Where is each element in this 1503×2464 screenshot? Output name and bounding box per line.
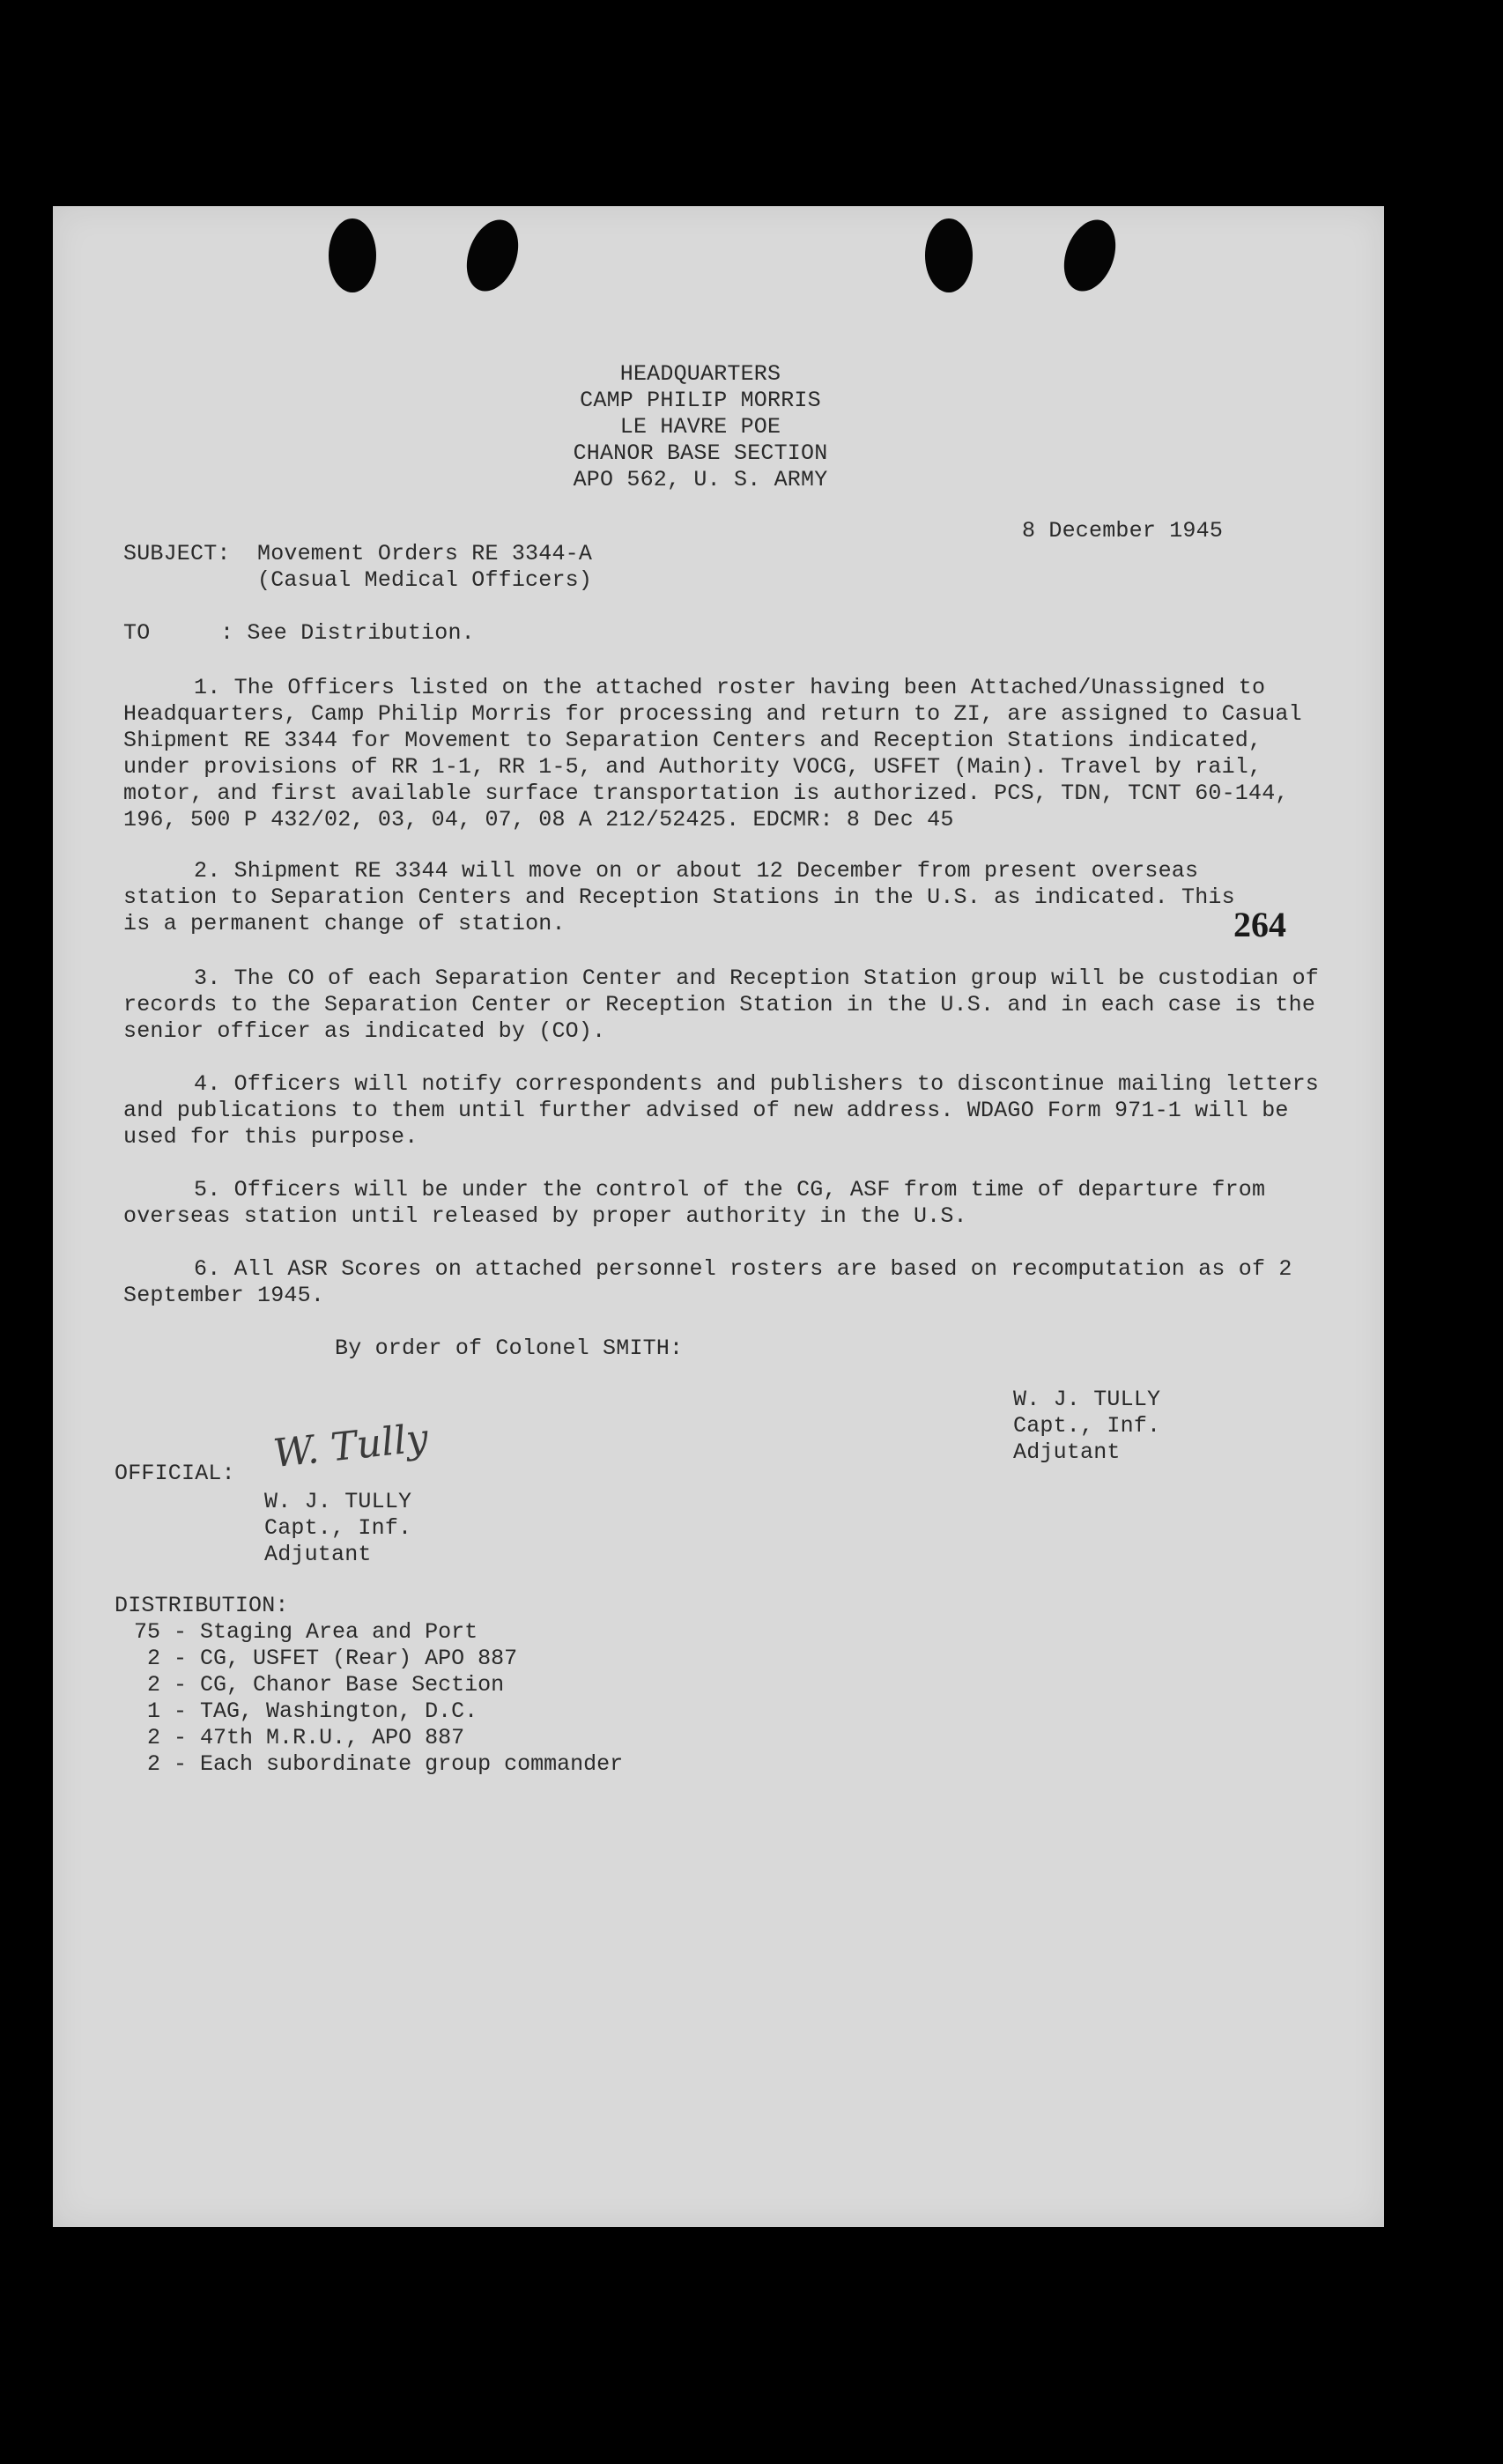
paragraph-4: 4. Officers will notify correspondents and publishers to discontinue mailing letters and publications to them until further advised of new address. WDAGO Form 971-1 will be used for this purpose. [123, 1071, 1320, 1150]
punch-hole [925, 218, 973, 292]
letterhead-line: CAMP PHILIP MORRIS [580, 388, 821, 413]
document-page [53, 206, 1384, 2227]
by-order-line: By order of Colonel SMITH: [335, 1336, 684, 1361]
distribution-label: DISTRIBUTION: [115, 1593, 289, 1618]
distribution-item: 2 - 47th M.R.U., APO 887 [147, 1725, 465, 1750]
punch-hole [1055, 212, 1124, 298]
subject-line: (Casual Medical Officers) [257, 567, 593, 593]
punch-hole [457, 212, 527, 298]
signer-title: Adjutant [1013, 1439, 1121, 1465]
letterhead-line: HEADQUARTERS [619, 361, 781, 387]
punch-hole [329, 218, 376, 292]
distribution-item: 2 - CG, Chanor Base Section [147, 1672, 505, 1698]
letterhead-line: APO 562, U. S. ARMY [573, 467, 828, 492]
distribution-item: 2 - CG, USFET (Rear) APO 887 [147, 1646, 518, 1671]
paragraph-2: 2. Shipment RE 3344 will move on or about 12 December from present overseas station to Separation Centers and Reception Stations in the U.S. as indicated. This is a permanent change of station. [123, 858, 1235, 936]
official-rank: Capt., Inf. [264, 1515, 412, 1541]
letterhead-line: CHANOR BASE SECTION [573, 440, 828, 466]
to-label: TO [123, 620, 151, 646]
official-title: Adjutant [264, 1542, 372, 1567]
document-date: 8 December 1945 [1022, 518, 1224, 544]
signer-name: W. J. TULLY [1013, 1387, 1161, 1412]
distribution-item: 1 - TAG, Washington, D.C. [147, 1698, 478, 1724]
subject-label: SUBJECT: [123, 541, 231, 566]
subject-line: Movement Orders RE 3344-A [257, 541, 593, 566]
paragraph-5: 5. Officers will be under the control of the CG, ASF from time of departure from overseas station until released by proper authority in the U.S. [123, 1177, 1266, 1229]
paragraph-6: 6. All ASR Scores on attached personnel rosters are based on recomputation as of 2 September 1945. [123, 1256, 1292, 1308]
paragraph-3: 3. The CO of each Separation Center and Reception Station group will be custodian of records to the Separation Center or Reception Station in the U.S. and in each case is the senior officer as indicated by (CO). [123, 966, 1320, 1044]
signer-rank: Capt., Inf. [1013, 1413, 1161, 1439]
page-number: 264 [1233, 905, 1286, 944]
distribution-item: 2 - Each subordinate group commander [147, 1751, 624, 1777]
to-value: : See Distribution. [220, 620, 475, 646]
paragraph-1: 1. The Officers listed on the attached roster having been Attached/Unassigned to Headquarters, Camp Philip Morris for processing and return to ZI, are assigned to Casual Shipment RE 3344 for Movement to Separation Centers and Reception Stations indicated, under provisions of RR 1-1, RR 1-5, and Authority VOCG, USFET (Main). Travel by rail, motor, and first available surface transportation is authorized. PCS, TDN, TCNT 60-144, 196, 500 P 432/02, 03, 04, 07, 08 A 212/52425. EDCMR: 8 Dec 45 [123, 675, 1302, 832]
official-name: W. J. TULLY [264, 1489, 412, 1514]
distribution-item: 75 - Staging Area and Port [134, 1619, 478, 1645]
letterhead-line: LE HAVRE POE [619, 414, 781, 440]
handwritten-signature: W. Tully [270, 1415, 431, 1477]
official-label: OFFICIAL: [115, 1461, 235, 1486]
